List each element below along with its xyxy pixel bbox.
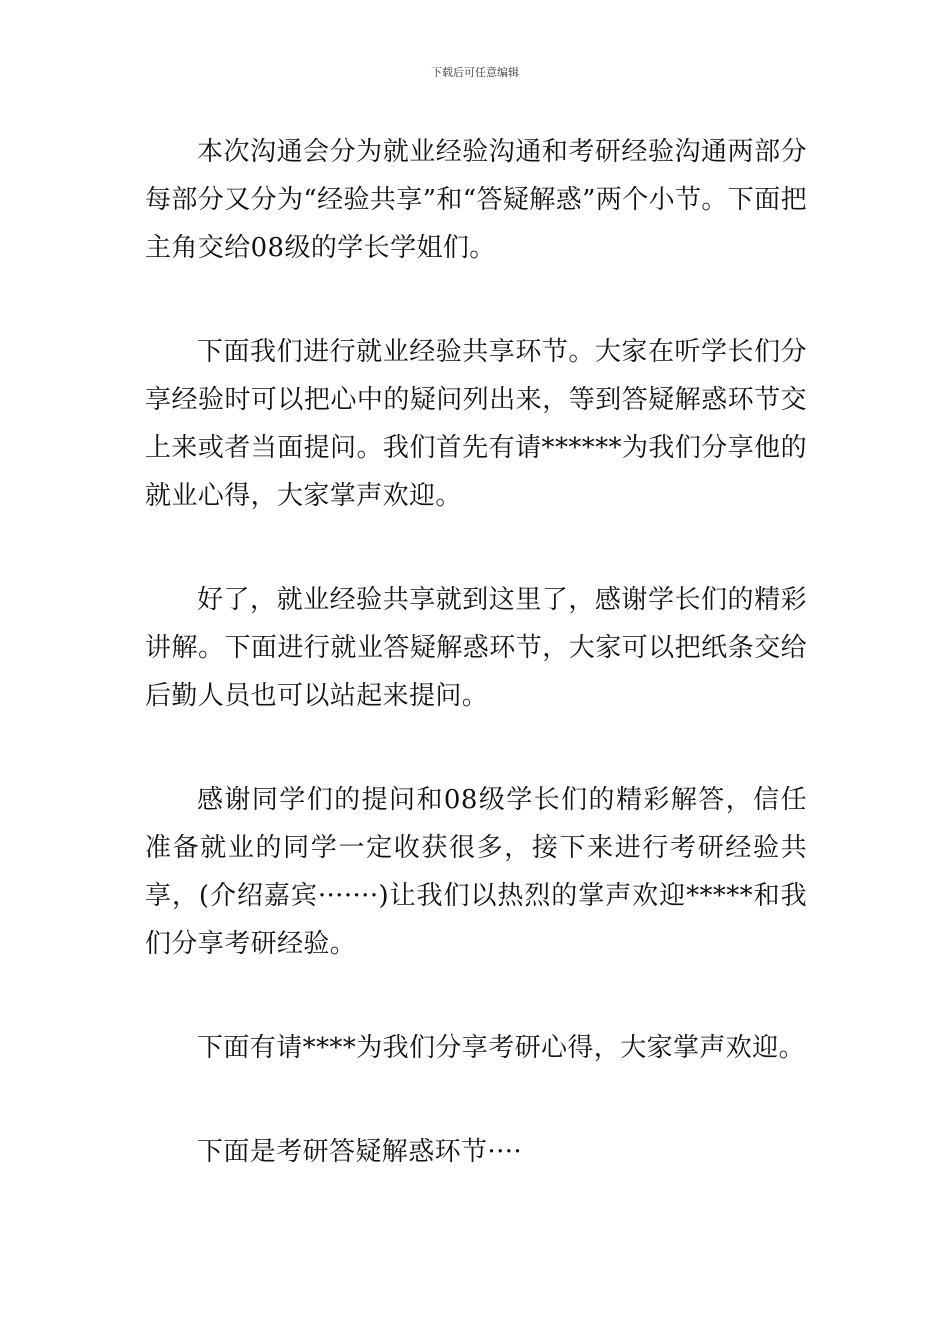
paragraph-employment-sharing: 下面我们进行就业经验共享环节。大家在听学长们分享经验时可以把心中的疑问列出来，等到答疑解惑环节交上来或者当面提问。我们首先有请******为我们分享他的就业心得，大家掌声欢迎。	[145, 337, 807, 511]
paragraph-postgrad-speaker: 下面有请****为我们分享考研心得，大家掌声欢迎。	[197, 1033, 806, 1063]
document-body	[145, 128, 807, 1232]
paragraph-intro: 本次沟通会分为就业经验沟通和考研经验沟通两部分每部分又分为“经验共享”和“答疑解惑”两个小节。下面把主角交给08级的学长学姐们。	[145, 137, 807, 263]
paragraph-postgrad-sharing: 感谢同学们的提问和08级学长们的精彩解答，信任准备就业的同学一定收获很多，接下来进行考研经验共享，(介绍嘉宾·······)让我们以热烈的掌声欢迎*****和我们分享考研经验。	[145, 785, 807, 959]
paragraph-employment-qa: 好了，就业经验共享就到这里了，感谢学长们的精彩讲解。下面进行就业答疑解惑环节，大家可以把纸条交给后勤人员也可以站起来提问。	[145, 585, 807, 711]
paragraph-postgrad-qa: 下面是考研答疑解惑环节····	[197, 1137, 523, 1167]
page-header-note: 下载后可任意编辑	[431, 66, 519, 79]
